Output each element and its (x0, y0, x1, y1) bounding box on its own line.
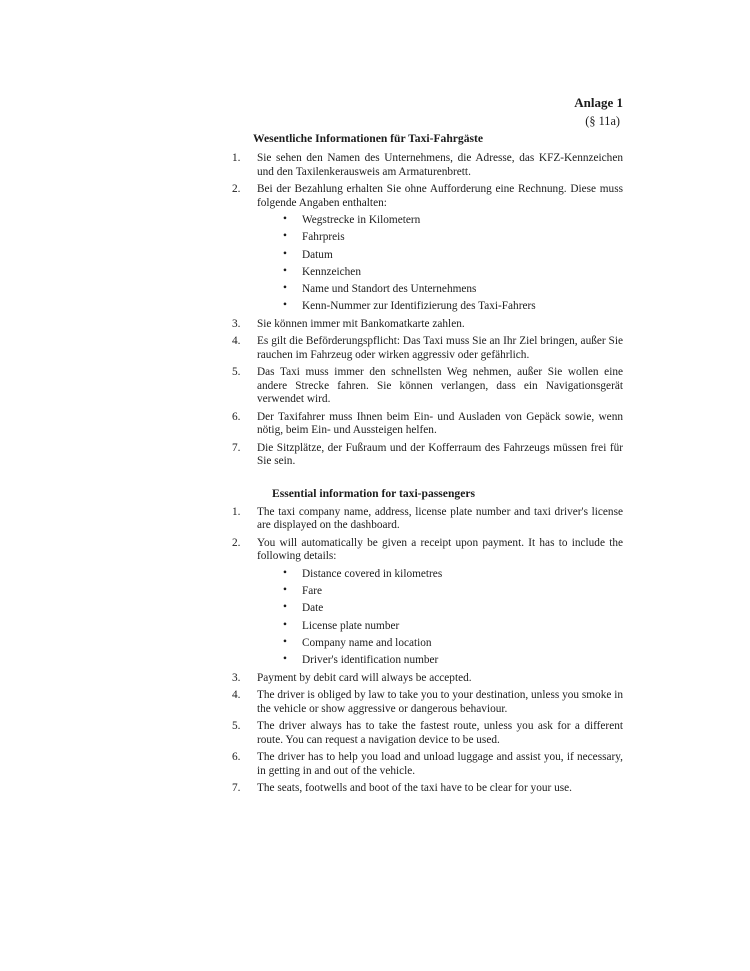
item-text: Der Taxifahrer muss Ihnen beim Ein- und Ausladen von Gepäck sowie, wenn nötig, beim Ein- und Aussteigen helfen. (257, 410, 623, 437)
bullet-icon: • (283, 601, 287, 614)
bullet-text: Wegstrecke in Kilometern (302, 214, 421, 226)
bullet-text: Name und Standort des Unternehmens (302, 283, 477, 296)
list-item-en-1 (232, 506, 623, 533)
item-number: 5. (232, 720, 241, 733)
list-item-de-2 (232, 183, 623, 210)
bullet-icon: • (283, 584, 287, 597)
item-text: The driver is obliged by law to take you to your destination, unless you smoke in the vehicle or show aggressive or dangerous behaviour. (257, 689, 623, 715)
bullet-item (232, 637, 623, 651)
item-text: Die Sitzplätze, der Fußraum und der Kofferraum des Fahrzeugs müssen frei für Sie sein. (257, 441, 623, 468)
bullet-icon: • (283, 618, 287, 631)
item-number: 2. (232, 536, 241, 549)
item-number: 3. (232, 317, 241, 330)
bullet-text: Date (302, 602, 324, 615)
bullet-item (232, 283, 623, 297)
bullet-item (232, 602, 623, 616)
bullet-text: Fare (302, 585, 323, 598)
item-number: 2. (232, 183, 241, 195)
bullet-item (232, 620, 623, 634)
bullet-text: Fahrpreis (302, 231, 345, 244)
bullet-icon: • (283, 635, 287, 648)
item-number: 3. (232, 671, 241, 684)
item-text: Es gilt die Beförderungspflicht: Das Taxi muss Sie an Ihr Ziel bringen, außer Sie rauchen im Fahrzeug oder wirken aggressiv oder gefährlich. (257, 335, 623, 361)
bullet-item (232, 568, 623, 582)
item-number: 7. (232, 782, 241, 795)
bullet-item (232, 249, 623, 263)
list-item-en-3 (232, 672, 623, 686)
bullet-icon: • (283, 247, 287, 260)
section-reference: (§ 11a) (585, 114, 620, 128)
bullet-item (232, 214, 623, 228)
list-item-en-7 (232, 782, 623, 796)
german-section-heading: Wesentliche Informationen für Taxi-Fahrgäste (253, 132, 484, 145)
annex-label: Anlage 1 (574, 95, 623, 110)
bullet-text: License plate number (302, 619, 400, 632)
bullet-icon: • (283, 299, 287, 312)
item-number: 4. (232, 689, 241, 702)
bullet-text: Distance covered in kilometres (302, 567, 443, 580)
item-text: The driver always has to take the fastest route, unless you ask for a different route. You can request a navigation device to be used. (257, 720, 623, 746)
bullet-item (232, 266, 623, 280)
item-text: Payment by debit card will always be accepted. (257, 671, 472, 684)
bullet-text: Kennzeichen (302, 265, 361, 278)
item-text: Das Taxi muss immer den schnellsten Weg nehmen, außer Sie wollen eine andere Strecke fahren. Sie können verlangen, dass ein Navigationsgerät verwendet wird. (257, 366, 623, 406)
bullet-item (232, 231, 623, 245)
bullet-icon: • (283, 282, 287, 295)
english-section-heading: Essential information for taxi-passengers (272, 486, 475, 500)
item-number: 1. (232, 152, 241, 164)
item-text: Bei der Bezahlung erhalten Sie ohne Aufforderung eine Rechnung. Diese muss folgende Angaben enthalten: (257, 183, 623, 209)
bullet-item (232, 585, 623, 599)
german-receipt-bullet-list (232, 214, 623, 314)
item-text: Sie sehen den Namen des Unternehmens, die Adresse, das KFZ-Kennzeichen und den Taxilenkerausweis am Armaturenbrett. (257, 152, 623, 178)
bullet-item (232, 654, 623, 668)
bullet-text: Driver's identification number (302, 654, 439, 667)
item-text: The taxi company name, address, license plate number and taxi driver's license are displayed on the dashboard. (257, 505, 623, 532)
bullet-text: Company name and location (302, 636, 432, 649)
list-item-de-3 (232, 318, 623, 332)
item-number: 6. (232, 751, 241, 764)
list-item-en-4 (232, 689, 623, 716)
document-content (232, 95, 623, 800)
list-item-de-5 (232, 366, 623, 407)
list-item-de-6 (232, 411, 623, 438)
bullet-icon: • (283, 264, 287, 277)
list-item-en-2 (232, 537, 623, 564)
item-text: The seats, footwells and boot of the taxi have to be clear for your use. (257, 782, 572, 795)
list-item-en-6 (232, 751, 623, 778)
list-item-de-4 (232, 335, 623, 362)
item-text: The driver has to help you load and unload luggage and assist you, if necessary, in getting in and out of the vehicle. (257, 751, 623, 777)
item-number: 6. (232, 410, 241, 423)
english-receipt-bullet-list (232, 568, 623, 668)
bullet-text: Kenn-Nummer zur Identifizierung des Taxi-Fahrers (302, 300, 536, 313)
list-item-de-1 (232, 152, 623, 179)
bullet-text: Datum (302, 248, 333, 261)
item-number: 5. (232, 366, 241, 379)
bullet-icon: • (283, 566, 287, 579)
list-item-en-5 (232, 720, 623, 747)
bullet-item (232, 300, 623, 314)
bullet-icon: • (283, 213, 287, 225)
item-text: Sie können immer mit Bankomatkarte zahlen. (257, 317, 465, 330)
list-item-de-7 (232, 442, 623, 469)
bullet-icon: • (283, 653, 287, 666)
bullet-icon: • (283, 230, 287, 243)
item-number: 7. (232, 441, 241, 454)
item-number: 1. (232, 505, 241, 518)
item-text: You will automatically be given a receipt upon payment. It has to include the following details: (257, 536, 623, 563)
item-number: 4. (232, 335, 241, 348)
